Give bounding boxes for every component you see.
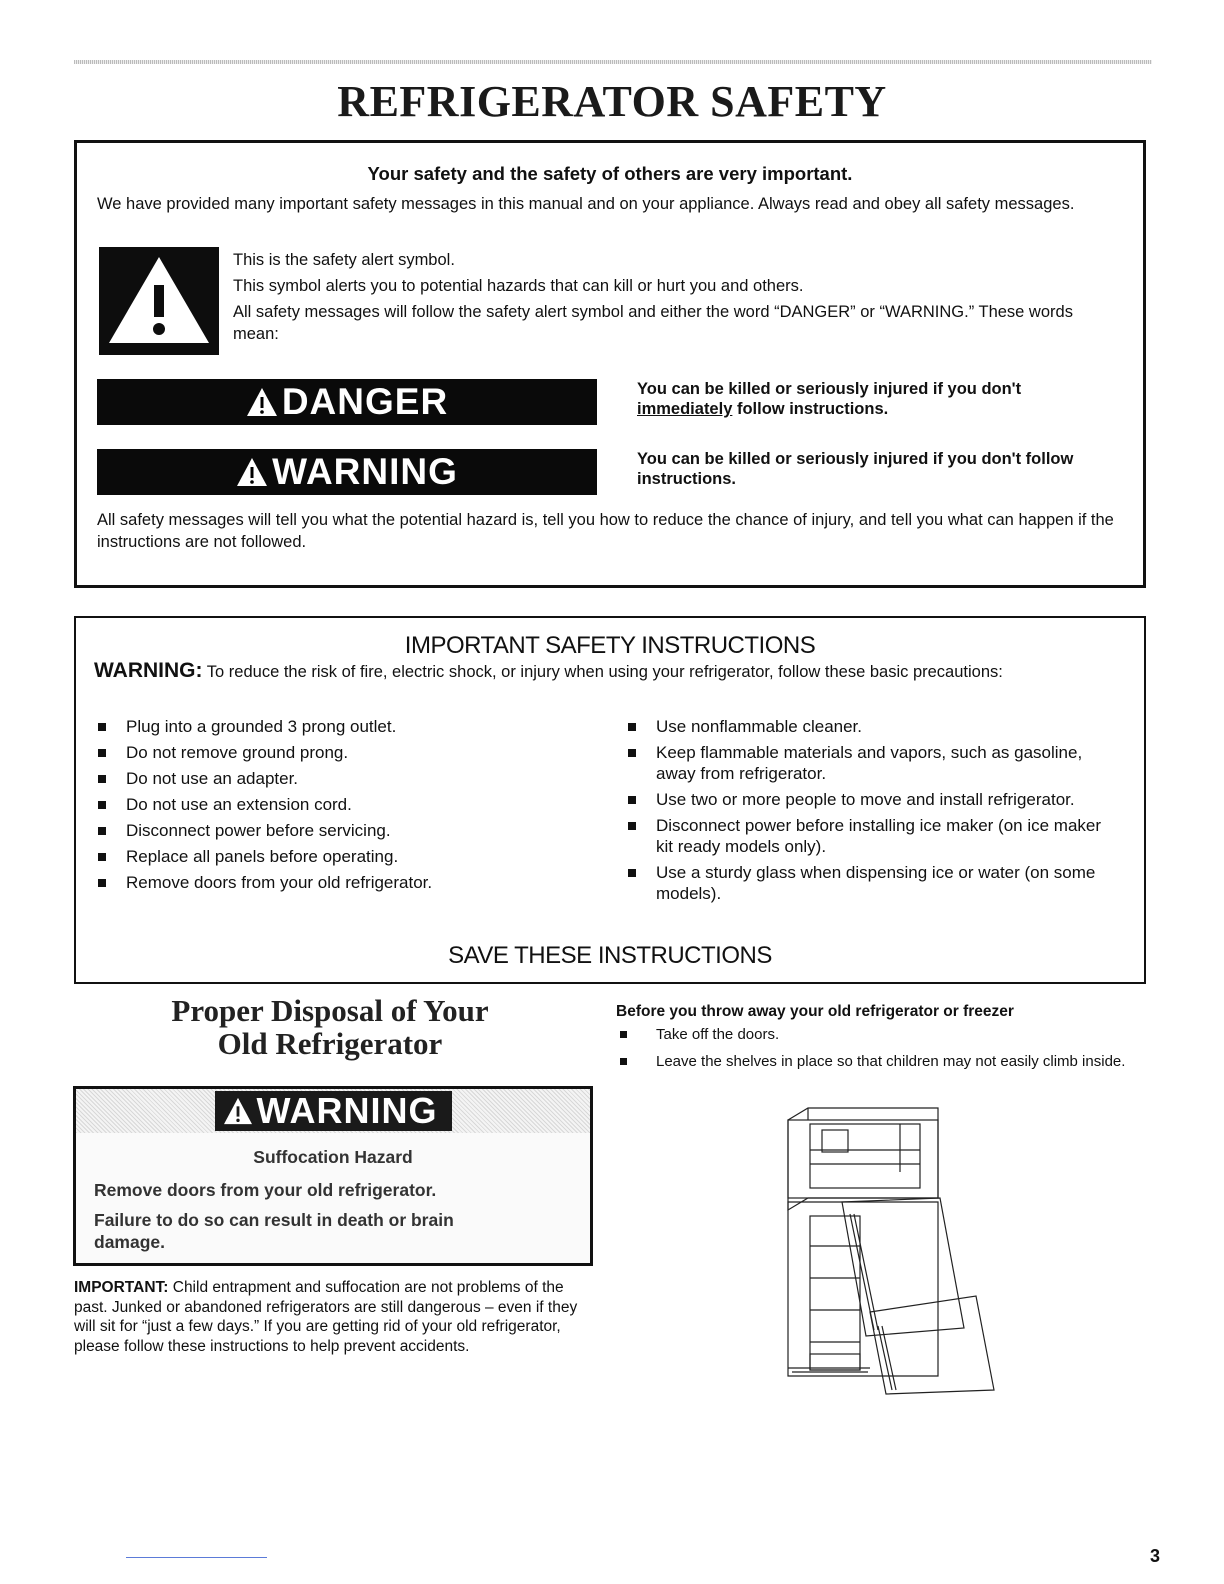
warning-text: To reduce the risk of fire, electric shock, or injury when using your refrigerator, follow these basic precautions: (206, 663, 1003, 681)
list-item: Disconnect power before installing ice maker (on ice maker kit ready models only). (624, 815, 1104, 857)
page-number: 3 (1149, 1546, 1160, 1566)
footer-rule (126, 1557, 267, 1558)
disposal-title-line: Old Refrigerator (217, 1026, 443, 1061)
warning-word: WARNING: (94, 659, 203, 682)
list-item: Plug into a grounded 3 prong outlet. (94, 716, 594, 737)
danger-banner (97, 379, 597, 425)
disposal-title (100, 994, 560, 1060)
list-item: Do not use an extension cord. (94, 794, 594, 815)
list-item: Use a sturdy glass when dispensing ice or water (on some models). (624, 862, 1104, 904)
warning-banner (215, 1091, 452, 1131)
instructions-box (74, 616, 1146, 984)
alert-triangle-icon (246, 387, 278, 417)
list-item: Keep flammable materials and vapors, such as gasoline, away from refrigerator. (624, 742, 1104, 784)
warning-header (76, 1089, 590, 1133)
important-note (74, 1278, 594, 1356)
before-heading: Before you throw away your old refrigerator or freezer (616, 1003, 1014, 1020)
danger-meaning (637, 379, 1127, 419)
danger-text: You can be killed or seriously injured if you don't (637, 380, 1022, 398)
suffocation-warning-box (73, 1086, 593, 1266)
warning-banner (97, 449, 597, 495)
symbol-line: All safety messages will follow the safety alert symbol and either the word “DANGER” or “WARNING.” These words mean: (233, 303, 1073, 343)
danger-text-end: follow instructions. (736, 400, 889, 418)
refrigerator-illustration (780, 1106, 1000, 1396)
hazard-title: Suffocation Hazard (253, 1147, 413, 1167)
list-item: Remove doors from your old refrigerator. (94, 872, 594, 893)
list-item: Disconnect power before servicing. (94, 820, 594, 841)
safety-alert-icon (99, 247, 219, 355)
list-item: Do not remove ground prong. (94, 742, 594, 763)
list-item: Do not use an adapter. (94, 768, 594, 789)
warning-label: WARNING (256, 1090, 438, 1131)
list-item: Replace all panels before operating. (94, 846, 594, 867)
list-item: Use two or more people to move and install refrigerator. (624, 789, 1104, 810)
before-list (616, 1025, 1126, 1079)
list-item: Take off the doors. (616, 1025, 1126, 1044)
safety-intro: We have provided many important safety messages in this manual and on your appliance. Always read and obey all safety messages. (97, 195, 1075, 213)
danger-label: DANGER (281, 381, 449, 422)
precautions-right (624, 716, 1104, 909)
symbol-description (233, 249, 1113, 349)
safety-heading: Your safety and the safety of others are very important. (367, 163, 853, 184)
safety-info-box (74, 140, 1146, 588)
list-item: Leave the shelves in place so that children may not easily climb inside. (616, 1052, 1126, 1071)
instructions-warning (94, 660, 1124, 683)
instructions-title: IMPORTANT SAFETY INSTRUCTIONS (404, 632, 816, 659)
important-text: Child entrapment and suffocation are not problems of the past. Junked or abandoned refrigerators are still dangerous – even if they will sit for “just a few days.” If you are getting rid of your old refrigerator, please follow these instructions to help prevent accidents. (74, 1279, 578, 1355)
safety-closing: All safety messages will tell you what the potential hazard is, tell you how to reduce the chance of injury, and tell you what can happen if the instructions are not followed. (97, 511, 1114, 551)
symbol-line: This symbol alerts you to potential hazards that can kill or hurt you and others. (233, 277, 804, 295)
hazard-line: Failure to do so can result in death or brain damage. (94, 1210, 454, 1252)
symbol-line: This is the safety alert symbol. (233, 251, 455, 269)
precautions-left (94, 716, 594, 898)
alert-triangle-icon (236, 457, 268, 487)
save-instructions: SAVE THESE INSTRUCTIONS (448, 942, 772, 969)
important-label: IMPORTANT: (74, 1279, 169, 1296)
top-rule (74, 60, 1152, 64)
hazard-line: Remove doors from your old refrigerator. (94, 1180, 437, 1200)
list-item: Use nonflammable cleaner. (624, 716, 1104, 737)
alert-triangle-icon (223, 1097, 253, 1125)
page-title: REFRIGERATOR SAFETY (337, 77, 887, 126)
disposal-title-line: Proper Disposal of Your (171, 993, 489, 1028)
warning-label: WARNING (272, 451, 458, 492)
warning-meaning: You can be killed or seriously injured if you don't follow instructions. (637, 450, 1074, 488)
danger-underlined: immediately (637, 400, 733, 418)
